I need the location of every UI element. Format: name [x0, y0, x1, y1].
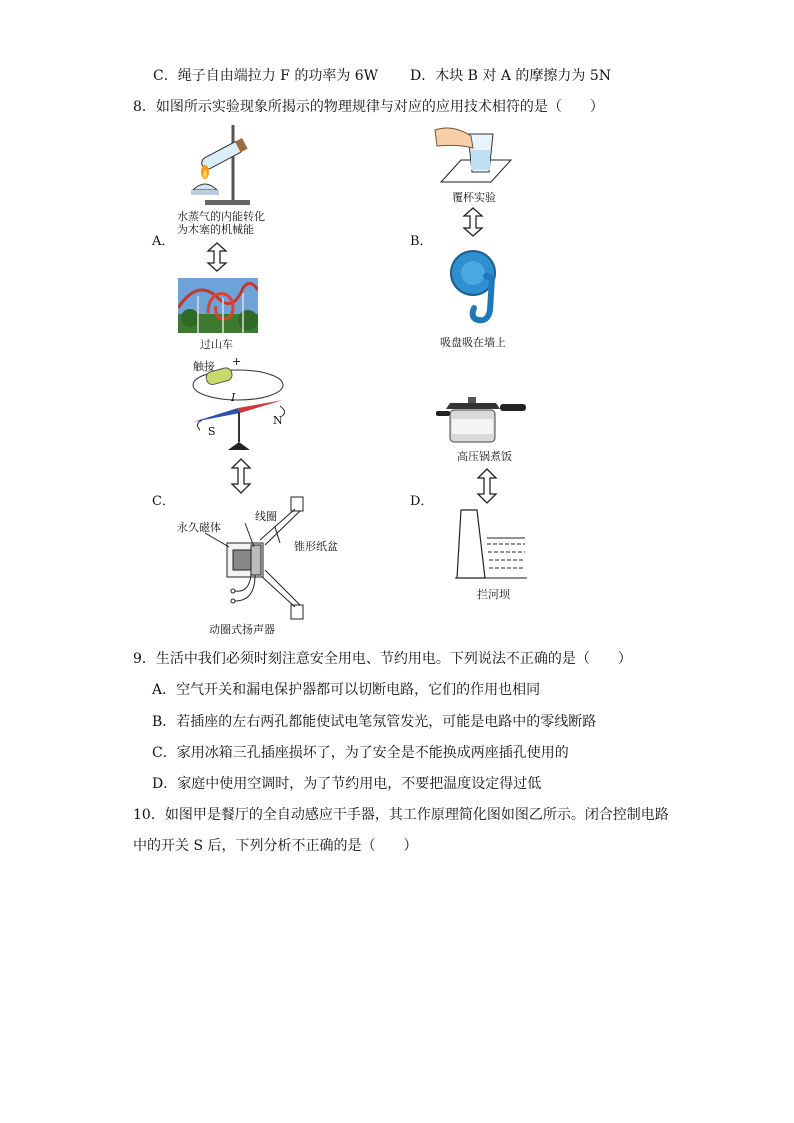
cup-inversion-figure: [433, 122, 513, 184]
q8-c-current-label: I: [231, 391, 236, 404]
q8-option-b-label: B．: [410, 234, 433, 249]
q8-option-c-label: C．: [152, 494, 175, 509]
q8-b-caption-top: 覆杯实验: [452, 191, 496, 204]
q8-c-touch-label: 触接: [193, 360, 215, 373]
speaker-figure: [205, 495, 315, 620]
prev-option-d: D．木块 B 对 A 的摩擦力为 5N: [410, 68, 612, 84]
double-arrow-icon: [206, 242, 228, 272]
q8-b-caption-bottom: 吸盘吸在墙上: [440, 336, 506, 349]
double-arrow-icon: [462, 207, 484, 237]
oersted-compass-figure: [188, 360, 298, 455]
q8-c-north-label: N: [273, 414, 283, 427]
q8-option-d-label: D．: [410, 494, 434, 509]
q8-c-cone-label: 锥形纸盆: [294, 540, 338, 553]
q9-option-b: B．若插座的左右两孔都能使试电笔氖管发光，可能是电路中的零线断路: [152, 714, 597, 730]
q8-c-coil-label: 线圈: [255, 510, 277, 523]
steam-test-tube-figure: [185, 120, 265, 210]
q8-stem: 8．如图所示实验现象所揭示的物理规律与对应的应用技术相符的是（ ）: [133, 99, 604, 115]
q10-stem-line1: 10．如图甲是餐厅的全自动感应干手器，其工作原理简化图如图乙所示。闭合控制电路: [133, 807, 669, 823]
prev-option-c: C．绳子自由端拉力 F 的功率为 6W: [153, 68, 379, 84]
q8-c-caption-bottom: 动圈式扬声器: [209, 623, 275, 636]
q8-c-south-label: S: [208, 425, 216, 438]
q8-option-a-label: A．: [152, 234, 175, 249]
suction-hook-figure: [448, 248, 503, 326]
q8-a-caption-line1: 水蒸气的内能转化: [177, 210, 265, 223]
q9-option-d: D．家庭中使用空调时，为了节约用电，不要把温度设定得过低: [152, 776, 542, 792]
double-arrow-icon: [230, 458, 252, 494]
q10-stem-line2: 中的开关 S 后，下列分析不正确的是（ ）: [133, 838, 418, 854]
q8-a-caption-line2: 为木塞的机械能: [177, 223, 254, 236]
pressure-cooker-figure: [430, 395, 530, 447]
q8-d-caption-bottom: 拦河坝: [477, 588, 510, 601]
q9-option-a: A．空气开关和漏电保护器都可以切断电路，它们的作用也相同: [152, 682, 541, 698]
q8-c-plus-label: +: [232, 355, 242, 368]
q9-option-c: C．家用冰箱三孔插座损坏了，为了安全是不能换成两座插孔使用的: [152, 745, 569, 761]
q8-a-caption-bottom: 过山车: [200, 338, 233, 351]
q9-stem: 9．生活中我们必须时刻注意安全用电、节约用电。下列说法不正确的是（ ）: [133, 651, 632, 667]
q8-c-magnet-label: 永久磁体: [177, 521, 221, 534]
dam-figure: [455, 508, 527, 580]
q8-d-caption-top: 高压锅煮饭: [457, 450, 512, 463]
double-arrow-icon: [476, 468, 498, 504]
roller-coaster-photo: [178, 278, 258, 333]
